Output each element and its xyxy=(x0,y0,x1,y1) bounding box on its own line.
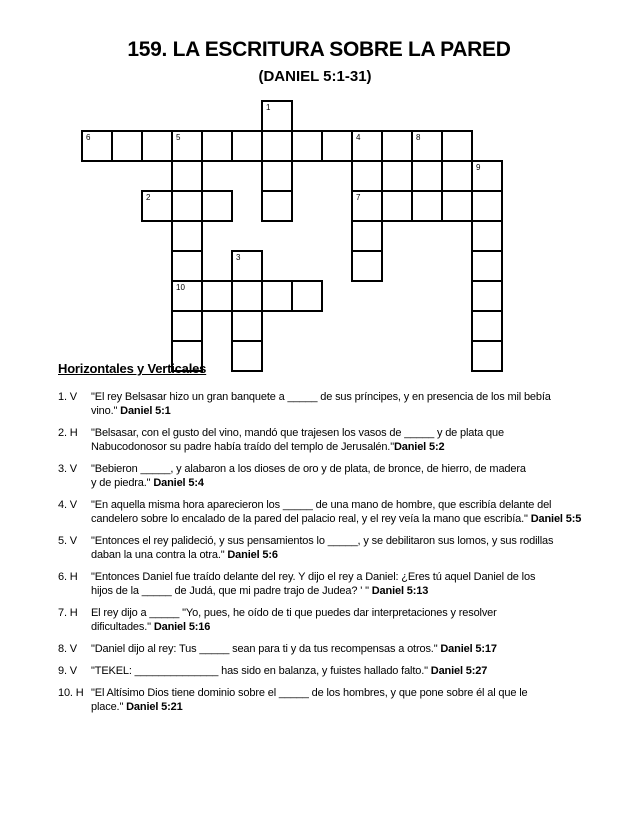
clue-label: 3. V xyxy=(58,463,77,475)
crossword-cell[interactable] xyxy=(471,160,503,192)
crossword-cell[interactable] xyxy=(261,100,293,132)
clue-text: "El rey Belsasar hizo un gran banquete a _____ de sus príncipes, y en presencia de los mil bebía vino." xyxy=(91,391,551,417)
clue-text: "Belsasar, con el gusto del vino, mandó que trajesen los vasos de _____ y de plata que Nabucodonosor su padre había traído del templo de Jerusalén." xyxy=(91,427,504,453)
crossword-cell[interactable] xyxy=(471,250,503,282)
cell-number: 4 xyxy=(356,133,361,142)
clue-label: 10. H xyxy=(58,687,84,699)
crossword-cell[interactable] xyxy=(411,190,443,222)
crossword-cell[interactable] xyxy=(381,190,413,222)
clue-text: "El Altísimo Dios tiene dominio sobre el _____ de los hombres, y que pone sobre él al que le place." xyxy=(91,687,528,713)
clue-1 xyxy=(58,390,618,418)
cell-number: 9 xyxy=(476,163,481,172)
crossword-cell[interactable] xyxy=(381,130,413,162)
crossword-cell[interactable] xyxy=(261,280,293,312)
clue-label: 8. V xyxy=(58,643,77,655)
clue-2 xyxy=(58,426,618,454)
clue-label: 2. H xyxy=(58,427,78,439)
crossword-cell[interactable] xyxy=(111,130,143,162)
crossword-cell[interactable] xyxy=(171,190,203,222)
page-subtitle: (DANIEL 5:1-31) xyxy=(258,68,372,85)
cell-number: 1 xyxy=(266,103,271,112)
crossword-cell[interactable] xyxy=(201,190,233,222)
clue-reference: Daniel 5:4 xyxy=(153,477,204,489)
crossword-cell[interactable] xyxy=(81,130,113,162)
crossword-cell[interactable] xyxy=(411,130,443,162)
crossword-cell[interactable] xyxy=(351,160,383,192)
cell-number: 3 xyxy=(236,253,241,262)
crossword-cell[interactable] xyxy=(201,280,233,312)
clue-reference: Daniel 5:27 xyxy=(430,665,488,677)
crossword-cell[interactable] xyxy=(321,130,353,162)
clue-5 xyxy=(58,534,618,562)
clue-label: 5. V xyxy=(58,535,77,547)
crossword-grid xyxy=(0,0,638,380)
crossword-cell[interactable] xyxy=(231,310,263,342)
crossword-cell[interactable] xyxy=(441,130,473,162)
crossword-cell[interactable] xyxy=(351,220,383,252)
clue-reference: Daniel 5:5 xyxy=(530,513,582,525)
clue-reference: Daniel 5:13 xyxy=(371,585,429,597)
cell-number: 5 xyxy=(176,133,181,142)
crossword-cell[interactable] xyxy=(201,130,233,162)
crossword-cell[interactable] xyxy=(231,250,263,282)
clue-text: "Entonces Daniel fue traído delante del rey. Y dijo el rey a Daniel: ¿Eres tú aquel Daniel de los hijos de la _____ de Judá, que mi padre trajo de Judea? ' " xyxy=(91,571,536,597)
clue-6 xyxy=(58,570,618,598)
crossword-cell[interactable] xyxy=(411,160,443,192)
clue-label: 9. V xyxy=(58,665,77,677)
crossword-cell[interactable] xyxy=(231,280,263,312)
clue-8 xyxy=(58,642,618,656)
clue-label: 1. V xyxy=(58,391,77,403)
clue-text: El rey dijo a _____ "Yo, pues, he oído de ti que puedes dar interpretaciones y resolver dificultades." xyxy=(91,607,497,633)
crossword-cell[interactable] xyxy=(351,190,383,222)
clue-reference: Daniel 5:2 xyxy=(393,441,445,453)
clue-text: "Daniel dijo al rey: Tus _____ sean para ti y da tus recompensas a otros." xyxy=(91,643,438,655)
crossword-cell[interactable] xyxy=(231,130,263,162)
crossword-cell[interactable] xyxy=(171,160,203,192)
clue-reference: Daniel 5:6 xyxy=(227,549,278,561)
crossword-cell[interactable] xyxy=(171,220,203,252)
crossword-cell[interactable] xyxy=(351,130,383,162)
crossword-cell[interactable] xyxy=(171,130,203,162)
clue-list xyxy=(58,390,618,722)
crossword-cell[interactable] xyxy=(261,190,293,222)
cell-number: 6 xyxy=(86,133,91,142)
clue-label: 7. H xyxy=(58,607,78,619)
crossword-cell[interactable] xyxy=(261,160,293,192)
clue-text: "En aquella misma hora aparecieron los _____ de una mano de hombre, que escribía delante del candelero sobre lo encalado de la pared del palacio real, y el rey veía la mano que escribía." xyxy=(91,499,552,525)
clue-reference: Daniel 5:1 xyxy=(120,405,171,417)
crossword-cell[interactable] xyxy=(291,280,323,312)
crossword-cell[interactable] xyxy=(441,190,473,222)
clue-3 xyxy=(58,462,618,490)
crossword-cell[interactable] xyxy=(471,280,503,312)
clue-10 xyxy=(58,686,618,714)
clue-reference: Daniel 5:17 xyxy=(440,643,497,655)
crossword-cell[interactable] xyxy=(471,220,503,252)
clue-reference: Daniel 5:16 xyxy=(153,621,211,633)
cell-number: 2 xyxy=(146,193,151,202)
crossword-cell[interactable] xyxy=(141,130,173,162)
crossword-cell[interactable] xyxy=(171,280,203,312)
clue-7 xyxy=(58,606,618,634)
cell-number: 8 xyxy=(416,133,421,142)
clue-9 xyxy=(58,664,618,678)
page-title: 159. LA ESCRITURA SOBRE LA PARED xyxy=(127,38,511,61)
cell-number: 7 xyxy=(356,193,361,202)
crossword-cell[interactable] xyxy=(171,310,203,342)
crossword-cell[interactable] xyxy=(141,190,173,222)
clue-text: "Bebieron _____, y alabaron a los dioses de oro y de plata, de bronce, de hierro, de madera y de piedra." xyxy=(91,463,526,489)
crossword-cell[interactable] xyxy=(291,130,323,162)
clue-label: 4. V xyxy=(58,499,77,511)
clue-text: "TEKEL: ______________ has sido en balanza, y fuistes hallado falto." xyxy=(91,665,428,677)
crossword-cell[interactable] xyxy=(171,250,203,282)
clue-text: "Entonces el rey palideció, y sus pensamientos lo _____, y se debilitaron sus lomos, y sus rodillas daban la una contra la otra." xyxy=(91,535,554,561)
crossword-cell[interactable] xyxy=(261,130,293,162)
clues-heading: Horizontales y Verticales xyxy=(58,361,207,376)
crossword-cell[interactable] xyxy=(231,340,263,372)
crossword-cell[interactable] xyxy=(471,340,503,372)
crossword-cell[interactable] xyxy=(471,310,503,342)
clue-4 xyxy=(58,498,618,526)
crossword-cell[interactable] xyxy=(351,250,383,282)
clue-label: 6. H xyxy=(58,571,78,583)
cell-number: 10 xyxy=(176,283,185,292)
crossword-cell[interactable] xyxy=(471,190,503,222)
clue-reference: Daniel 5:21 xyxy=(126,701,183,713)
